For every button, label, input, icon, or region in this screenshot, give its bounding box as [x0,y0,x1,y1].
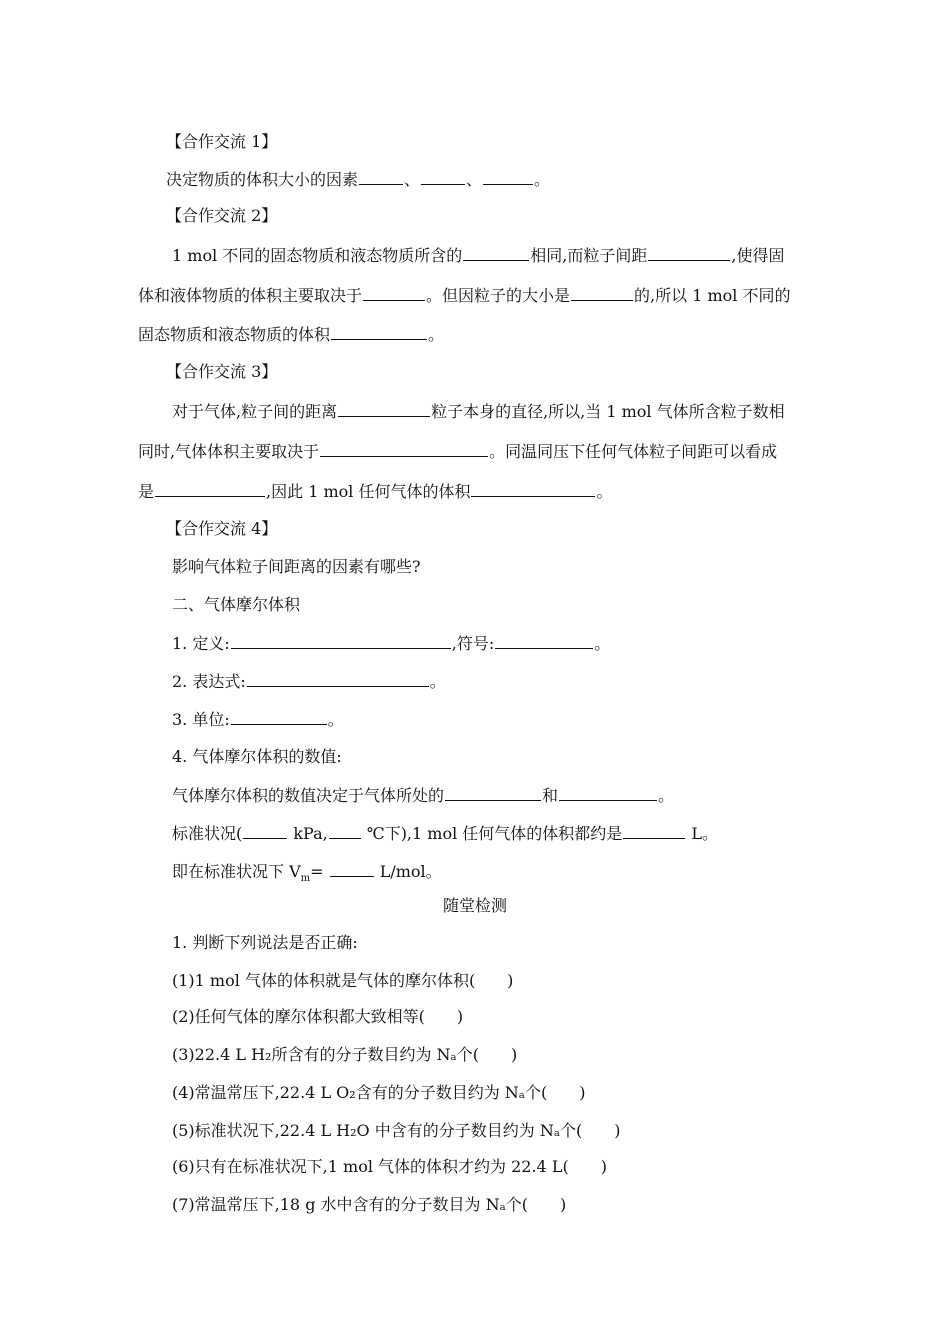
question-s4 [172,556,421,578]
answer-blank[interactable] [463,244,529,261]
text: 对于气体,粒子间的距离 [172,402,338,421]
text: ℃下),1 mol 任何气体的体积都约是 [361,824,623,843]
text: = [310,862,329,881]
item-value-heading [172,746,342,768]
section-heading-molar-volume [172,594,300,616]
answer-blank[interactable] [363,284,425,301]
text: 。 [534,170,551,189]
answer-blank[interactable] [495,632,593,649]
text: 的,所以 1 mol 不同的 [634,286,791,305]
text: 1. 定义: [172,634,230,653]
header-text: 【合作交流 1】 [166,132,278,151]
answer-blank[interactable] [571,284,633,301]
answer-blank[interactable] [320,440,488,457]
list-item [172,1044,517,1066]
text: (7)常温常压下,18 g 水中含有的分子数目为 Nₐ个( ) [172,1195,567,1214]
text: ,因此 1 mol 任何气体的体积 [266,482,471,501]
paragraph-s3-line2 [138,440,777,463]
text: kPa, [288,824,328,843]
answer-blank[interactable] [231,632,451,649]
text: 体和液体物质的体积主要取决于 [138,286,363,305]
answer-blank[interactable] [359,168,403,185]
value-line-2 [172,822,718,845]
separator: 、 [466,170,483,189]
text: 固态物质和液态物质的体积 [138,325,331,344]
text: 粒子本身的直径,所以,当 1 mol 气体所含粒子数相 [431,402,785,421]
paragraph-s3-line3 [138,480,612,503]
text: 。同温同压下任何气体粒子间距可以看成 [489,442,778,461]
text: (3)22.4 L H₂所含有的分子数目约为 Nₐ个( ) [172,1045,518,1064]
answer-blank[interactable] [247,670,429,687]
item-definition [172,632,610,655]
question-1 [172,932,358,954]
text: 1 mol 不同的固态物质和液态物质所含的 [172,246,463,265]
list-item [172,1006,463,1028]
answer-blank[interactable] [231,708,327,725]
answer-blank[interactable] [623,822,685,839]
text: (5)标准状况下,22.4 L H₂O 中含有的分子数目约为 Nₐ个( ) [172,1121,621,1140]
text: 。但因粒子的大小是 [426,286,571,305]
answer-blank[interactable] [559,784,657,801]
text: (6)只有在标准状况下,1 mol 气体的体积才约为 22.4 L( ) [172,1157,607,1176]
answer-blank[interactable] [243,822,287,839]
text: 二、气体摩尔体积 [172,595,301,614]
answer-blank[interactable] [331,323,427,340]
text: 随堂检测 [442,896,507,915]
text: 决定物质的体积大小的因素 [166,170,359,189]
text: 即在标准状况下 V [172,862,301,881]
text: 3. 单位: [172,710,230,729]
text: 标准状况( [172,824,243,843]
paragraph-s2-line3 [138,323,444,346]
section-header-2 [166,205,277,227]
item-unit [172,708,344,731]
text: 。 [658,786,675,805]
text: (4)常温常压下,22.4 L O₂含有的分子数目约为 Nₐ个( ) [172,1083,586,1102]
answer-blank[interactable] [445,784,541,801]
list-item [172,1194,566,1216]
text: L。 [686,824,719,843]
header-text: 【合作交流 3】 [166,362,278,381]
header-text: 【合作交流 2】 [166,206,278,225]
section-header-3 [166,361,277,383]
section-header-1 [166,131,277,153]
text: 是 [138,482,155,501]
text: (2)任何气体的摩尔体积都大致相等( ) [172,1007,464,1026]
value-line-1 [172,784,674,807]
list-item [172,1120,621,1142]
list-item [172,1082,585,1104]
paragraph-s1 [166,168,550,191]
answer-blank[interactable] [483,168,533,185]
text: L/mol。 [374,862,442,881]
text: 。 [596,482,613,501]
section-title-check [0,895,950,917]
text: 4. 气体摩尔体积的数值: [172,747,342,766]
text: 。 [594,634,611,653]
text: 气体摩尔体积的数值决定于气体所处的 [172,786,445,805]
section-header-4 [166,518,277,540]
list-item [172,970,513,992]
answer-blank[interactable] [421,168,465,185]
answer-blank[interactable] [330,860,374,877]
text: 相同,而粒子间距 [530,246,648,265]
answer-blank[interactable] [471,480,595,497]
answer-blank[interactable] [155,480,265,497]
list-item [172,1156,607,1178]
text: 。 [428,325,445,344]
item-expression [172,670,446,693]
paragraph-s2-line2 [138,284,790,307]
text: ,符号: [451,634,495,653]
text: 。 [327,710,344,729]
header-text: 【合作交流 4】 [166,519,278,538]
paragraph-s2-line1 [172,244,784,267]
text: 2. 表达式: [172,672,246,691]
subscript: m [300,873,311,885]
paragraph-s3-line1 [172,400,785,423]
text: (1)1 mol 气体的体积就是气体的摩尔体积( ) [172,971,514,990]
value-line-3 [172,860,442,890]
text: 1. 判断下列说法是否正确: [172,933,358,952]
answer-blank[interactable] [338,400,430,417]
text: 影响气体粒子间距离的因素有哪些? [172,557,421,576]
text: 同时,气体体积主要取决于 [138,442,320,461]
separator: 、 [404,170,421,189]
text: ,使得固 [731,246,785,265]
answer-blank[interactable] [329,822,361,839]
text: 。 [429,672,446,691]
answer-blank[interactable] [648,244,730,261]
text: 和 [542,786,559,805]
